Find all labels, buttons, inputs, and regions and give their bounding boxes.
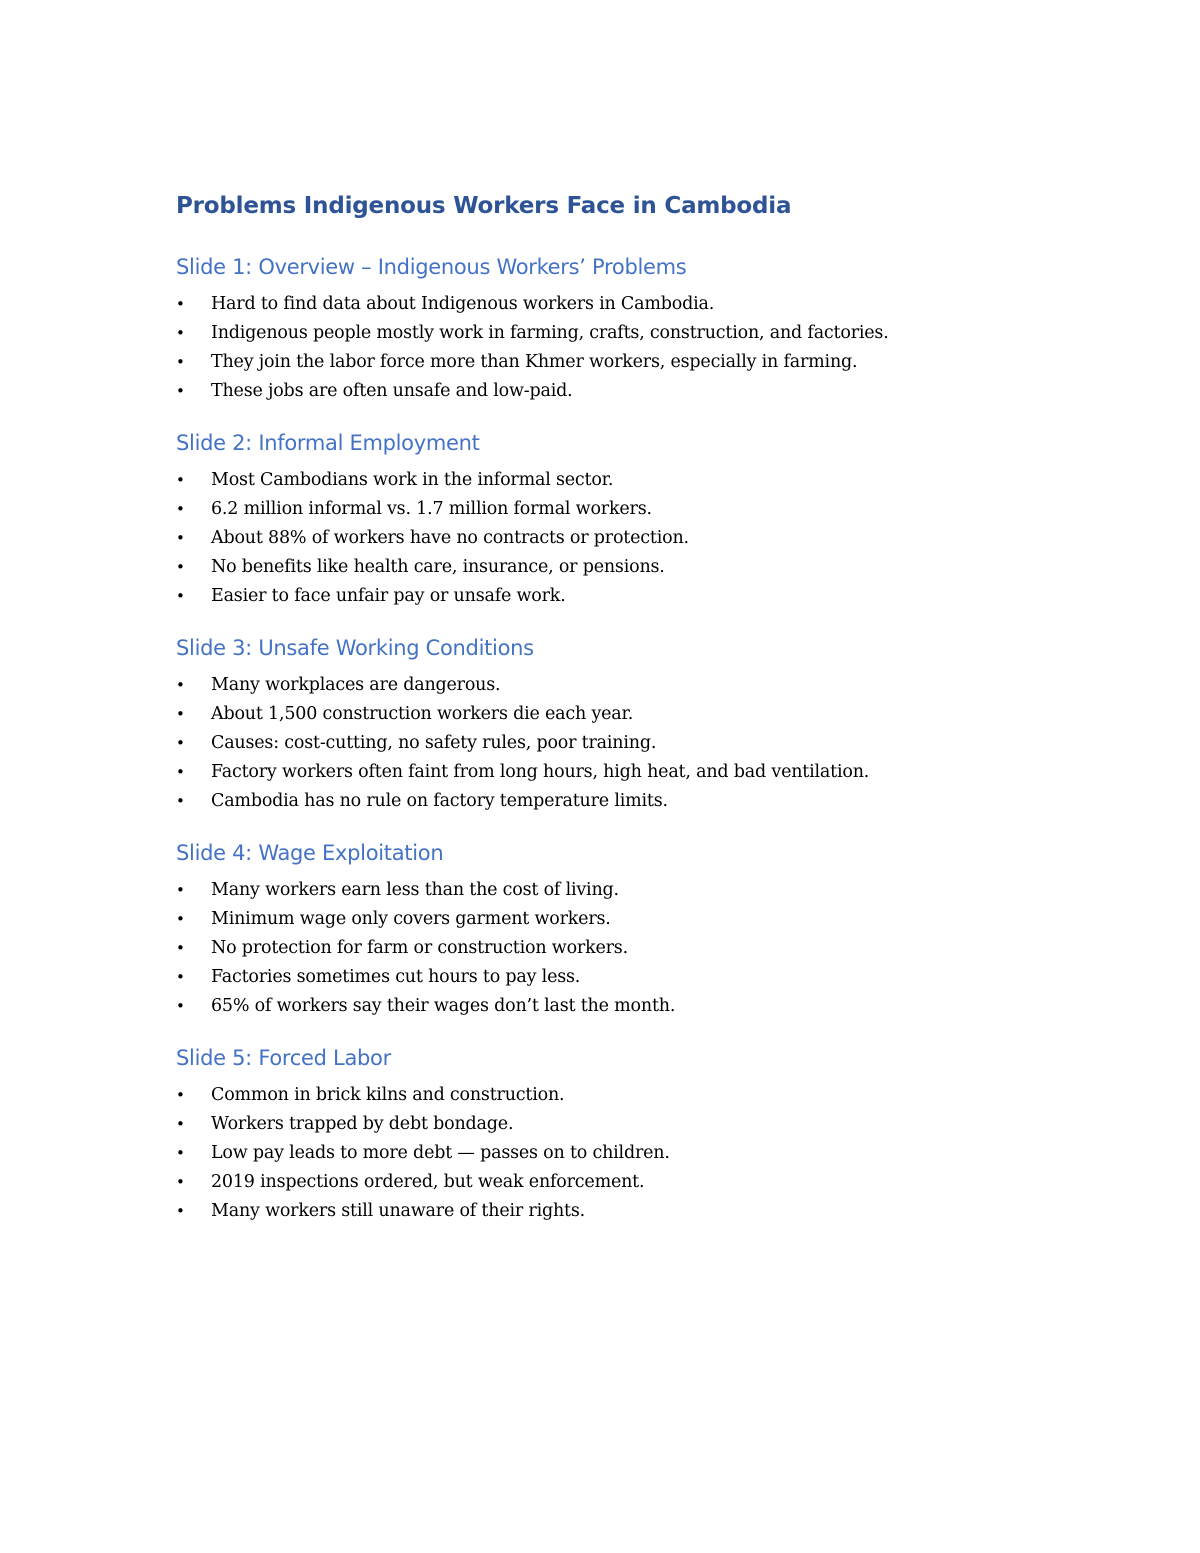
bullet-icon: • [176,295,185,313]
list-item [176,582,1036,611]
list-item [176,348,1036,377]
list-item [176,377,1036,406]
section-heading: Slide 2: Informal Employment [176,431,480,455]
bullet-icon: • [176,471,185,489]
bullet-icon: • [176,382,185,400]
list-item-text: They join the labor force more than Khmer workers, especially in farming. [211,352,858,372]
bullet-icon: • [176,529,185,547]
list-item [176,1110,1036,1139]
list-item [176,1197,1036,1226]
list-item-text: Easier to face unfair pay or unsafe work. [211,586,566,606]
list-item-text: Many workers still unaware of their rights. [211,1201,586,1221]
bullet-icon: • [176,792,185,810]
list-item [176,700,1036,729]
bullet-icon: • [176,939,185,957]
bullet-list [176,466,1036,611]
section-heading: Slide 5: Forced Labor [176,1046,391,1070]
list-item [176,963,1036,992]
list-item [176,1139,1036,1168]
bullet-icon: • [176,1086,185,1104]
list-item [176,524,1036,553]
list-item-text: No benefits like health care, insurance, or pensions. [211,557,665,577]
document-body [176,190,1036,1248]
bullet-list [176,290,1036,406]
list-item [176,319,1036,348]
list-item-text: Factories sometimes cut hours to pay less. [211,967,581,987]
bullet-icon: • [176,1115,185,1133]
slide-section-5 [176,1043,1036,1226]
list-item-text: 65% of workers say their wages don’t last the month. [211,996,676,1016]
list-item-text: No protection for farm or construction workers. [211,938,628,958]
bullet-icon: • [176,734,185,752]
list-item-text: About 1,500 construction workers die each year. [211,704,634,724]
list-item-text: Many workers earn less than the cost of living. [211,880,619,900]
bullet-icon: • [176,676,185,694]
bullet-icon: • [176,705,185,723]
document-title: Problems Indigenous Workers Face in Cambodia [176,193,792,219]
bullet-icon: • [176,910,185,928]
slide-section-3 [176,633,1036,816]
bullet-icon: • [176,353,185,371]
bullet-icon: • [176,881,185,899]
list-item-text: Indigenous people mostly work in farming, crafts, construction, and factories. [211,323,889,343]
list-item [176,466,1036,495]
slide-section-2 [176,428,1036,611]
list-item-text: About 88% of workers have no contracts or protection. [211,528,689,548]
list-item-text: Minimum wage only covers garment workers. [211,909,611,929]
list-item-text: Factory workers often faint from long hours, high heat, and bad ventilation. [211,762,870,782]
list-item-text: Hard to find data about Indigenous workers in Cambodia. [211,294,715,314]
list-item [176,495,1036,524]
list-item-text: These jobs are often unsafe and low-paid. [211,381,573,401]
list-item-text: Causes: cost-cutting, no safety rules, poor training. [211,733,657,753]
bullet-icon: • [176,324,185,342]
list-item-text: Low pay leads to more debt — passes on to children. [211,1143,670,1163]
bullet-icon: • [176,500,185,518]
sections-container [176,252,1036,1226]
list-item-text: Many workplaces are dangerous. [211,675,501,695]
bullet-list [176,1081,1036,1226]
list-item [176,1168,1036,1197]
list-item [176,553,1036,582]
list-item [176,1081,1036,1110]
list-item [176,671,1036,700]
list-item [176,992,1036,1021]
list-item-text: Most Cambodians work in the informal sector. [211,470,614,490]
list-item-text: Cambodia has no rule on factory temperature limits. [211,791,668,811]
list-item [176,934,1036,963]
list-item-text: Workers trapped by debt bondage. [211,1114,514,1134]
list-item [176,758,1036,787]
list-item-text: 6.2 million informal vs. 1.7 million formal workers. [211,499,652,519]
slide-section-1 [176,252,1036,406]
bullet-icon: • [176,1202,185,1220]
list-item-text: 2019 inspections ordered, but weak enforcement. [211,1172,645,1192]
bullet-icon: • [176,968,185,986]
section-heading: Slide 1: Overview – Indigenous Workers’ Problems [176,255,687,279]
slide-section-4 [176,838,1036,1021]
list-item [176,290,1036,319]
bullet-icon: • [176,1144,185,1162]
list-item [176,876,1036,905]
bullet-list [176,671,1036,816]
list-item-text: Common in brick kilns and construction. [211,1085,565,1105]
bullet-icon: • [176,587,185,605]
bullet-icon: • [176,1173,185,1191]
list-item [176,905,1036,934]
list-item [176,787,1036,816]
bullet-icon: • [176,558,185,576]
section-heading: Slide 3: Unsafe Working Conditions [176,636,534,660]
bullet-icon: • [176,997,185,1015]
section-heading: Slide 4: Wage Exploitation [176,841,444,865]
bullet-list [176,876,1036,1021]
bullet-icon: • [176,763,185,781]
list-item [176,729,1036,758]
